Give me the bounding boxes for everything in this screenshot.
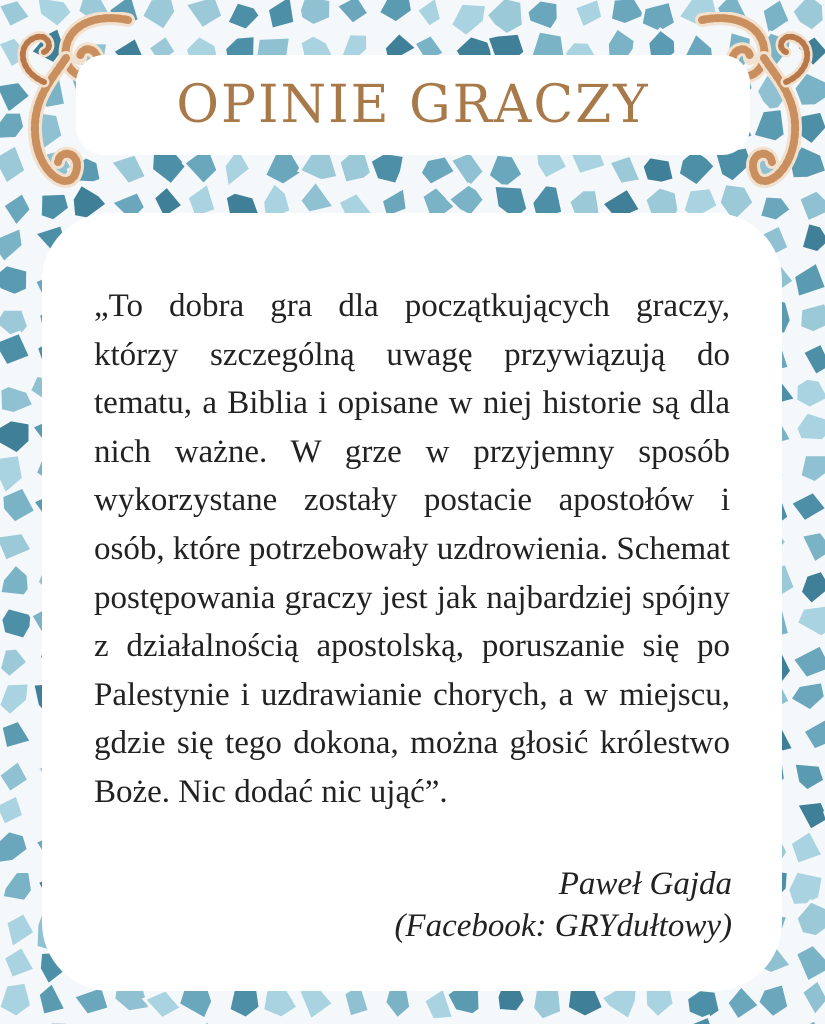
mosaic-tile — [0, 265, 28, 296]
signature — [394, 863, 732, 947]
mosaic-tile — [642, 157, 674, 183]
mosaic-tile — [1, 608, 32, 640]
quote-card — [42, 213, 782, 991]
mosaic-tile — [788, 871, 824, 905]
author-name: Paweł Gajda — [558, 866, 732, 902]
mosaic-tile — [800, 303, 825, 333]
mosaic-tile — [687, 990, 721, 1021]
mosaic-tile — [641, 1, 676, 32]
title-banner — [76, 55, 750, 155]
mosaic-tile — [533, 987, 562, 1020]
mosaic-tile — [800, 455, 825, 483]
page-title: OPINIE GRACZY — [176, 75, 650, 135]
quote-text: „To dobra gra dla początkujących graczy, którzy szczególną uwagę przywiązują do tematu, a Biblia i opisane w niej historie są dla nich ważne. W grze w przyjemny sposób wykorzystane zostały postacie apostołów i osób, które potrzebowały uzdrowienia. Schemat postępowania graczy jest jak najbardziej spójny z działalnością apostolską, poruszanie się po Palestynie i uzdrawianie chorych, a w miejscu, gdzie się tego dokona, można głosić królestwo Boże. Nic dodać nic ująć”. — [94, 288, 730, 810]
author-source: (Facebook: GRYdułtowy) — [394, 908, 732, 944]
mosaic-tile — [796, 378, 825, 408]
